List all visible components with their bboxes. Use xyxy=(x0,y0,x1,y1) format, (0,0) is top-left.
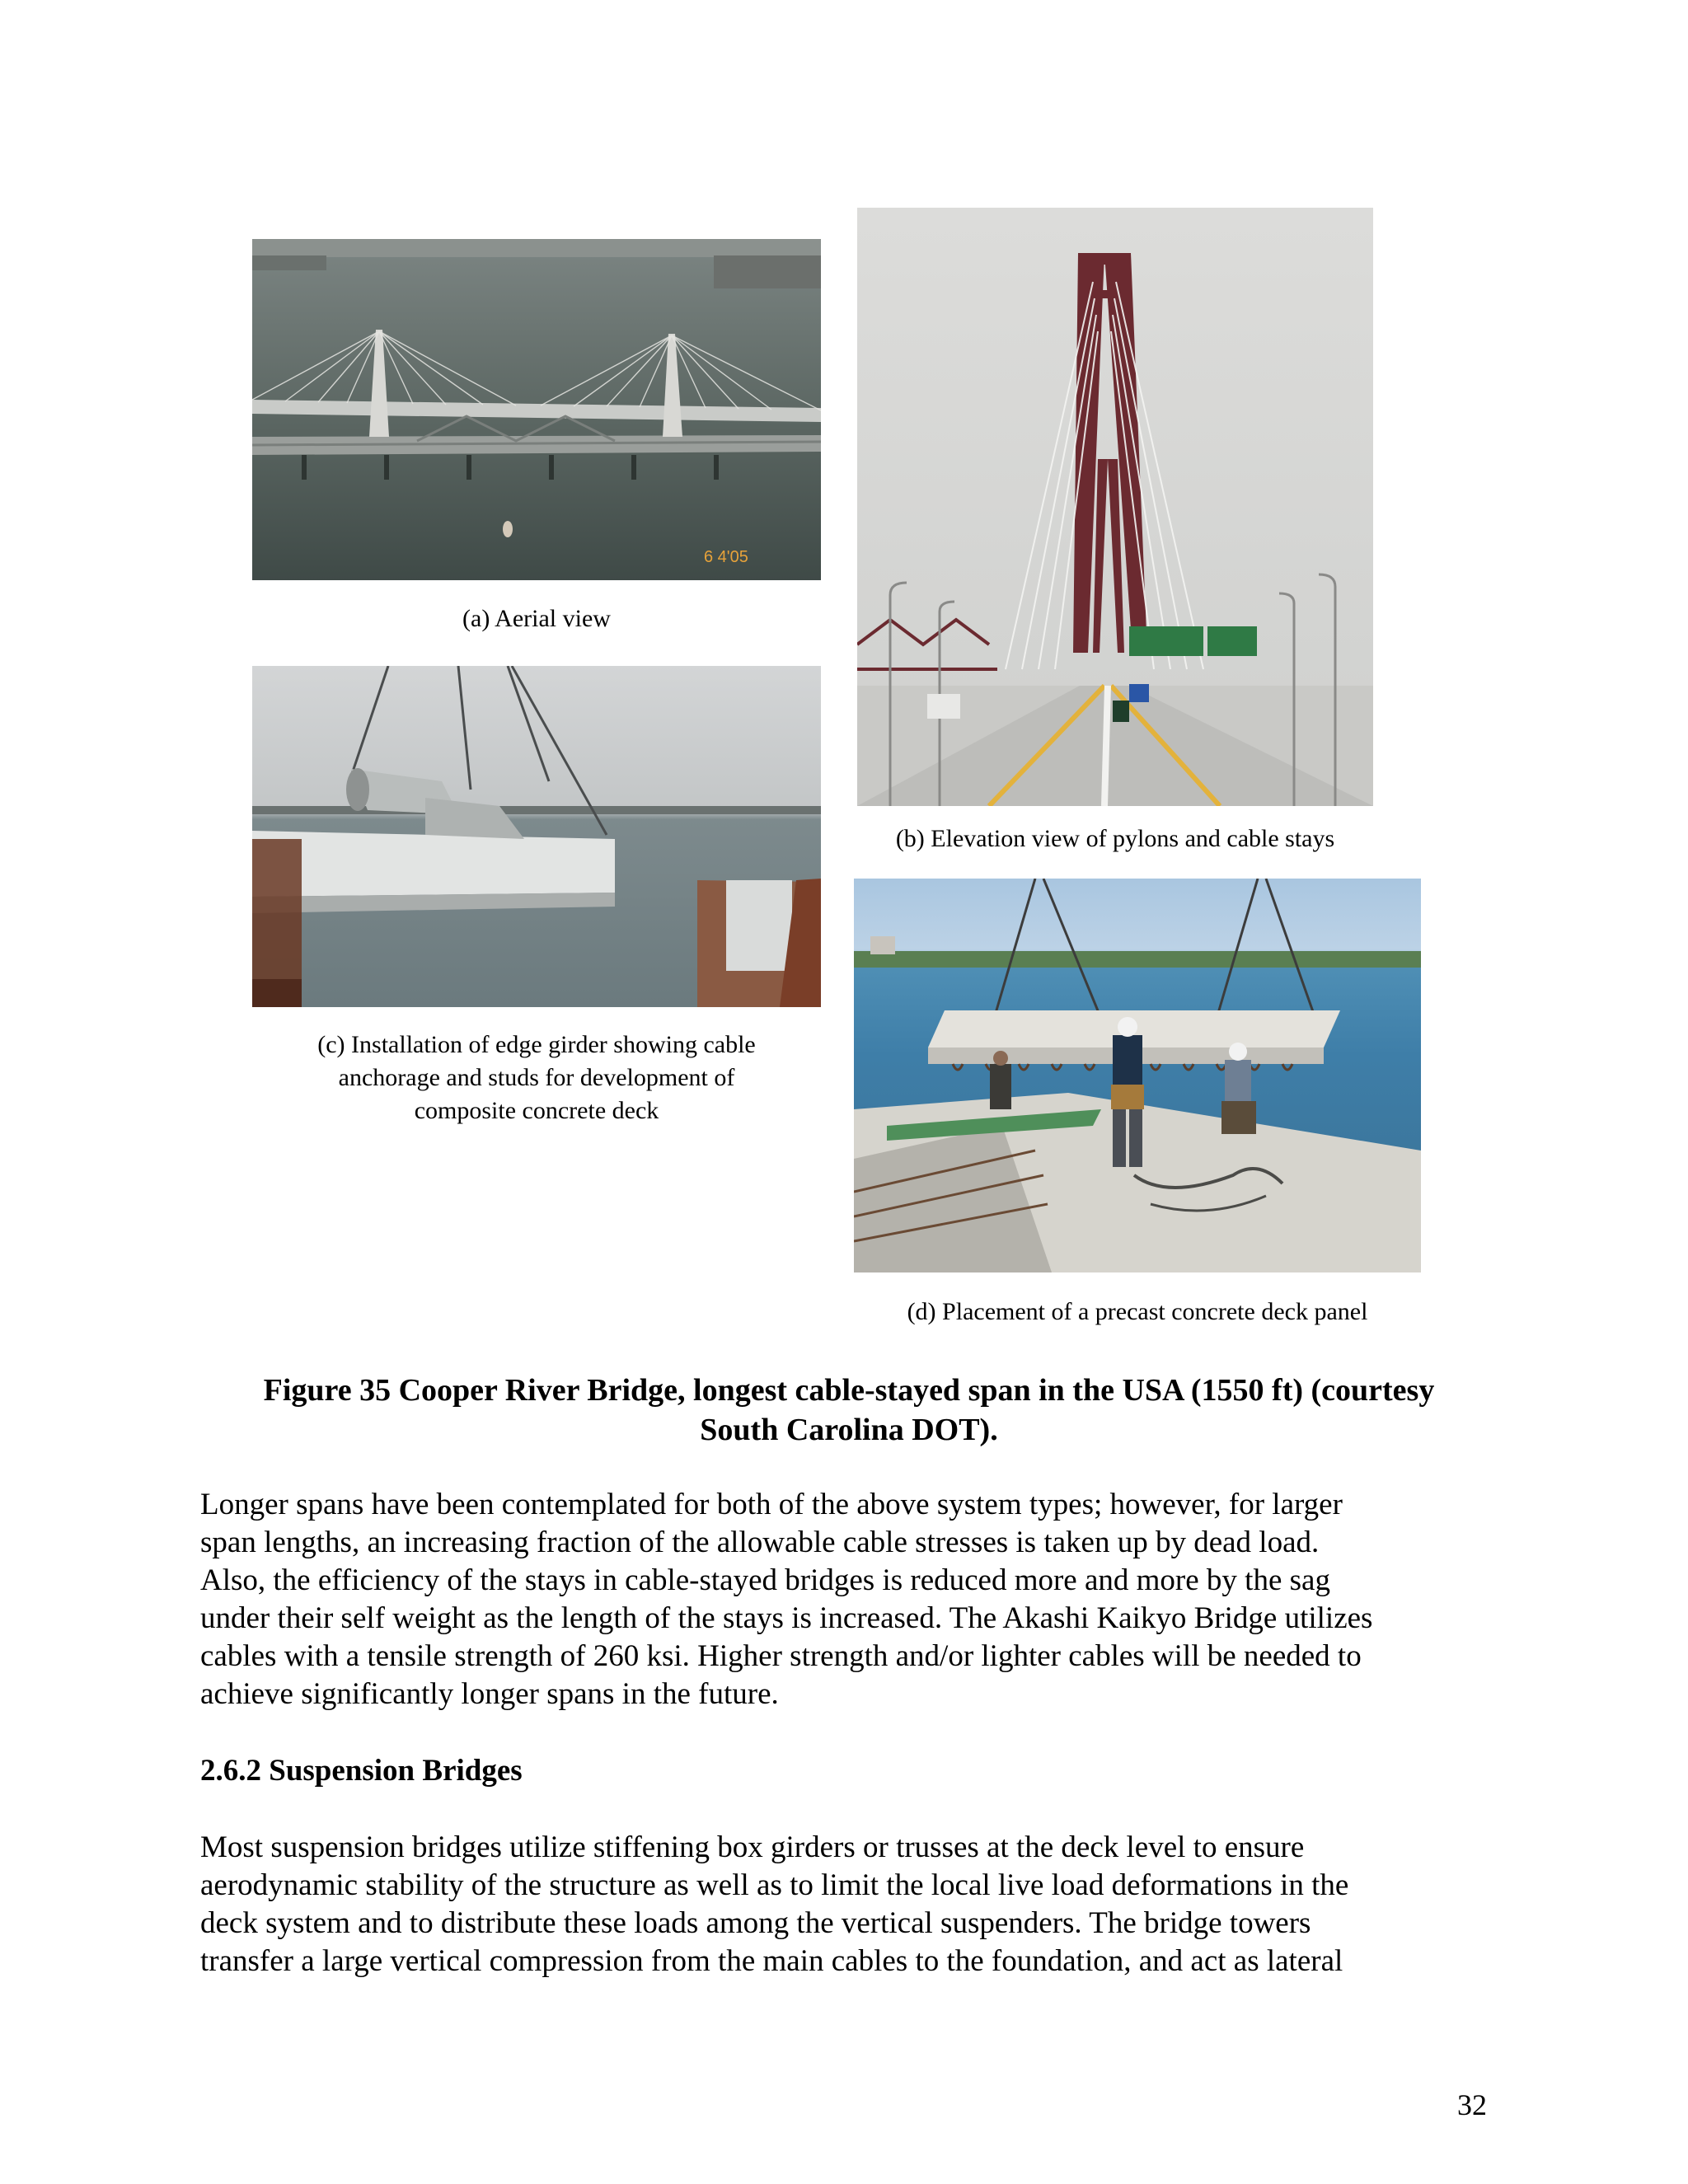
paragraph-2-line: aerodynamic stability of the structure as well as to limit the local live load deformations in the xyxy=(200,1868,1349,1902)
photo-aerial-view xyxy=(252,239,821,580)
paragraph-1-line: achieve significantly longer spans in the future. xyxy=(200,1677,779,1711)
paragraph-1-line: under their self weight as the length of the stays is increased. The Akashi Kaikyo Bridge utilizes xyxy=(200,1601,1373,1635)
photo-edge-girder-installation xyxy=(252,666,821,1007)
caption-c-line-3: composite concrete deck xyxy=(414,1097,659,1124)
paragraph-2-line: transfer a large vertical compression from the main cables to the foundation, and act as lateral xyxy=(200,1944,1343,1978)
figure-caption-line-1: Figure 35 Cooper River Bridge, longest cable-stayed span in the USA (1550 ft) (courtesy xyxy=(263,1373,1435,1408)
figure-caption-line-2: South Carolina DOT). xyxy=(700,1413,998,1447)
paragraph-1 xyxy=(200,1486,1519,1713)
caption-b: (b) Elevation view of pylons and cable stays xyxy=(895,825,1335,852)
photo-deck-panel-placement xyxy=(854,879,1421,1272)
caption-c-line-2: anchorage and studs for development of xyxy=(338,1064,735,1091)
caption-c-line-1: (c) Installation of edge girder showing cable xyxy=(317,1031,756,1058)
paragraph-2-line: Most suspension bridges utilize stiffening box girders or trusses at the deck level to ensure xyxy=(200,1830,1305,1864)
paragraph-1-line: cables with a tensile strength of 260 ksi. Higher strength and/or lighter cables will be needed to xyxy=(200,1639,1362,1673)
photo-pylons-elevation xyxy=(857,208,1373,806)
date-stamp: 6 4'05 xyxy=(704,548,748,566)
paragraph-1-line: Longer spans have been contemplated for both of the above system types; however, for larger xyxy=(200,1488,1343,1521)
page-number: 32 xyxy=(1457,2088,1487,2121)
section-heading: 2.6.2 Suspension Bridges xyxy=(200,1754,523,1788)
paragraph-2 xyxy=(200,1829,1519,1980)
figure-caption xyxy=(190,1371,1508,1450)
paragraph-1-line: Also, the efficiency of the stays in cable-stayed bridges is reduced more and more by the sag xyxy=(200,1563,1330,1597)
caption-a: (a) Aerial view xyxy=(462,605,611,632)
caption-d: (d) Placement of a precast concrete deck panel xyxy=(907,1298,1368,1325)
paragraph-2-line: deck system and to distribute these loads among the vertical suspenders. The bridge towers xyxy=(200,1906,1311,1940)
paragraph-1-line: span lengths, an increasing fraction of the allowable cable stresses is taken up by dead load. xyxy=(200,1526,1320,1559)
